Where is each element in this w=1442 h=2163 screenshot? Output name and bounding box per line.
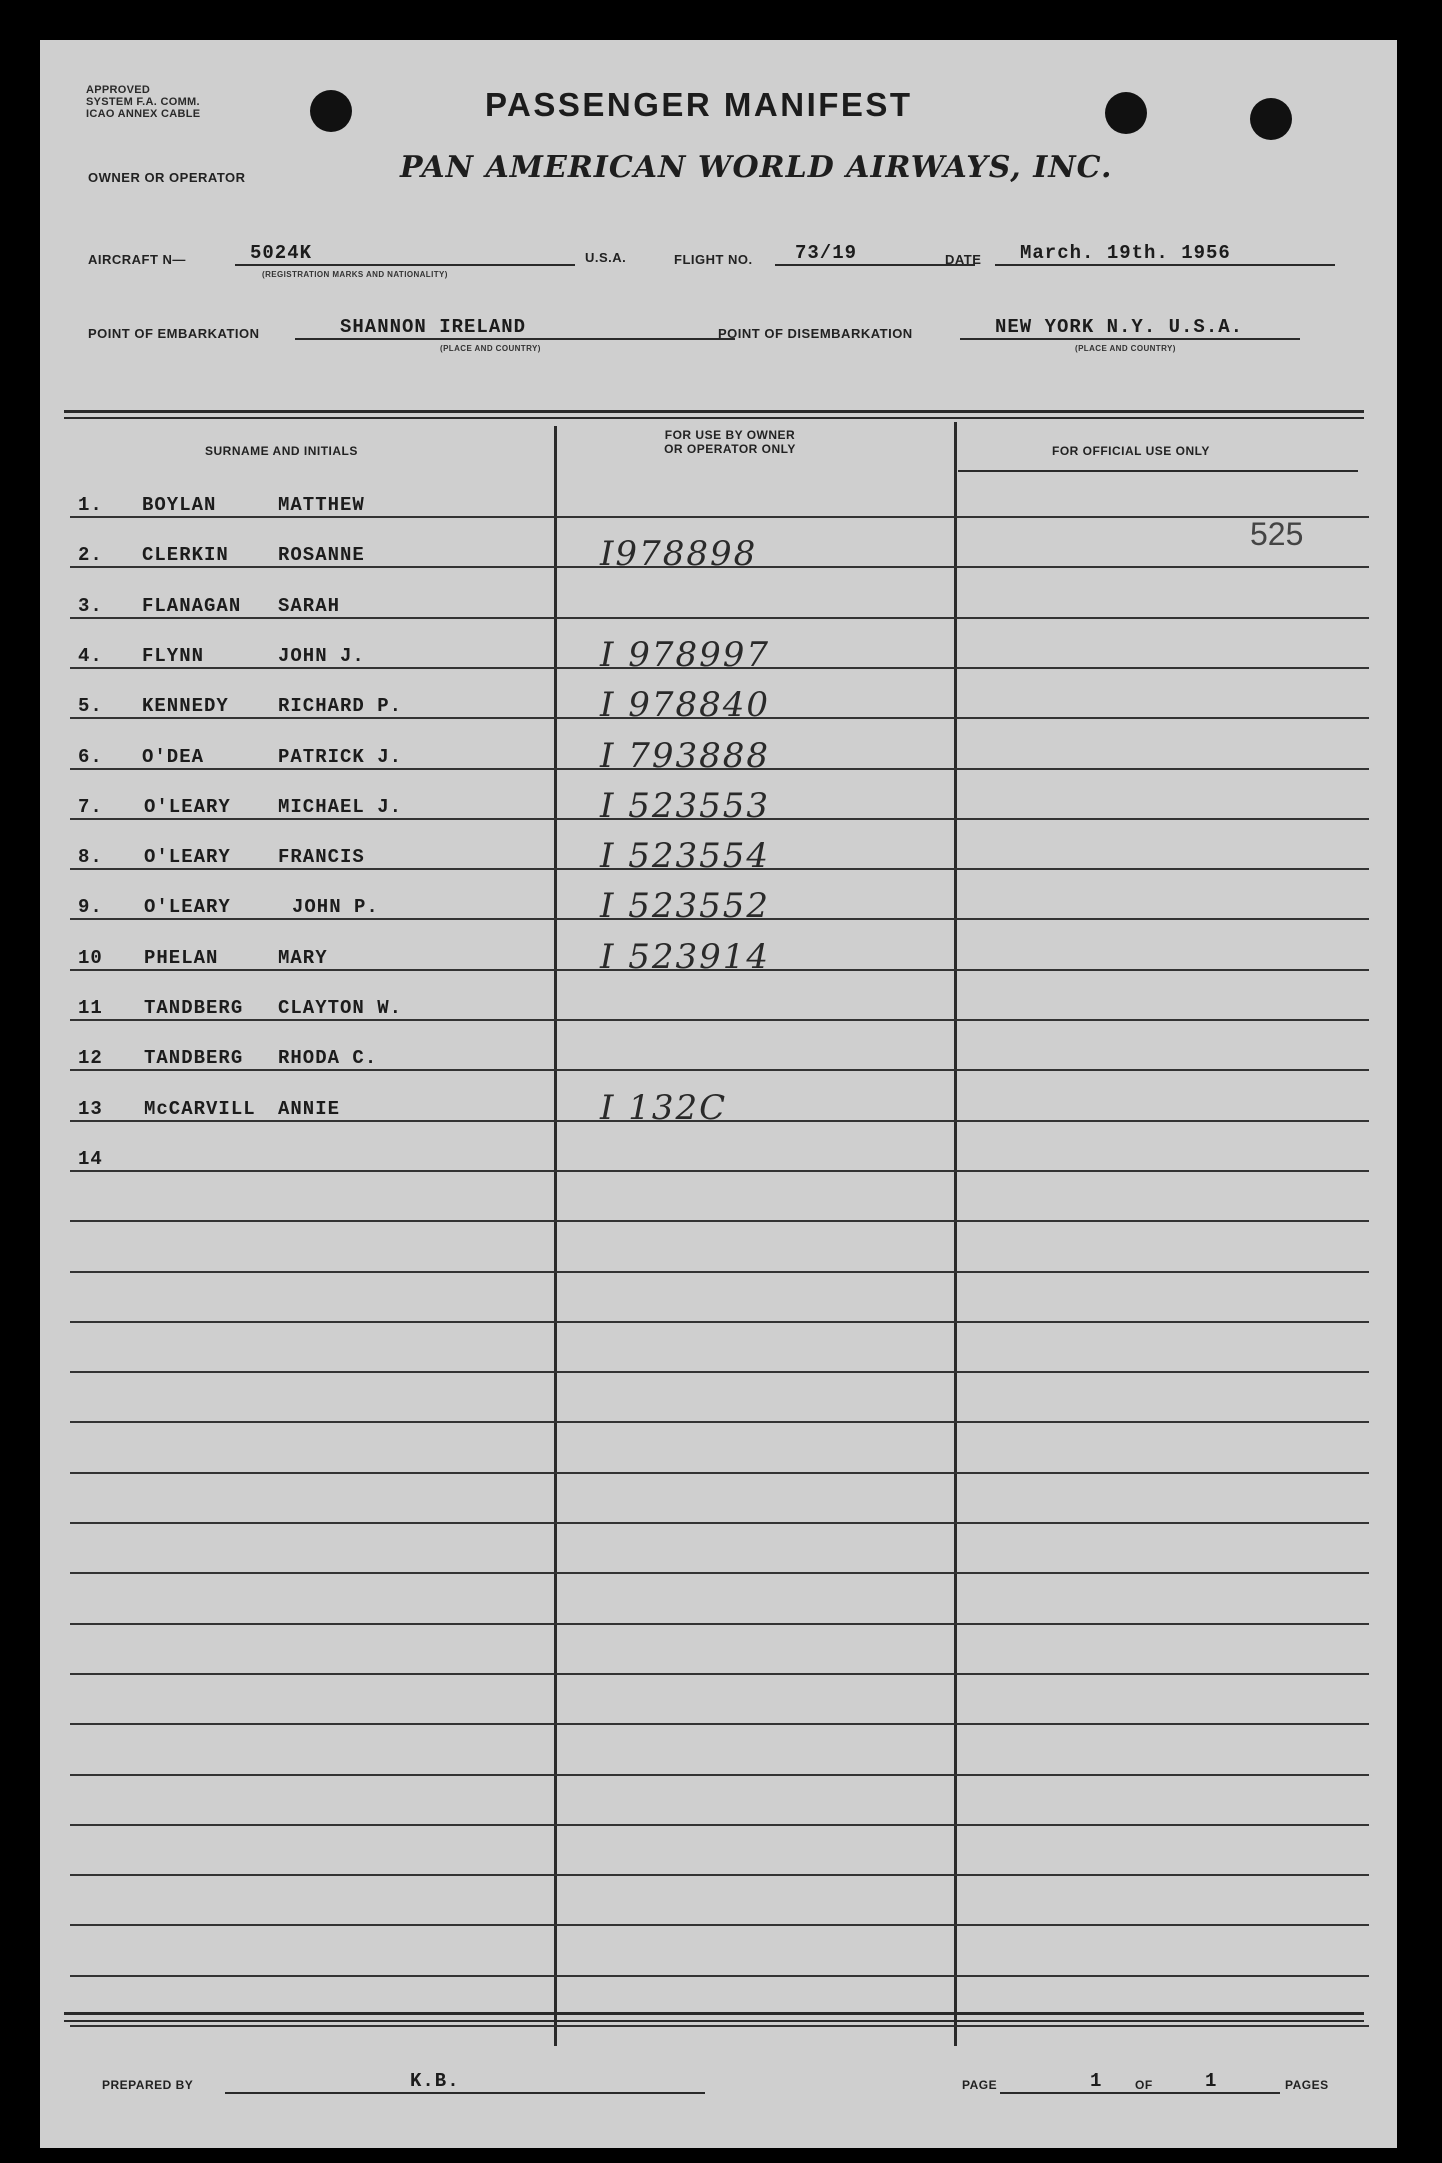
passenger-given-name: RHODA C. bbox=[278, 1047, 378, 1069]
row-rule bbox=[70, 1774, 1369, 1776]
column-header-operator bbox=[640, 428, 820, 456]
row-rule bbox=[70, 1220, 1369, 1222]
country-label: U.S.A. bbox=[585, 250, 627, 265]
passenger-given-name: JOHN J. bbox=[278, 645, 365, 667]
passenger-given-name: ROSANNE bbox=[278, 544, 365, 566]
aircraft-value: 5024K bbox=[250, 242, 313, 264]
passenger-row bbox=[40, 488, 1397, 528]
passenger-given-name: FRANCIS bbox=[278, 846, 365, 868]
disembarkation-value: NEW YORK N.Y. U.S.A. bbox=[995, 316, 1244, 338]
approval-line-2: SYSTEM F.A. COMM. bbox=[86, 96, 200, 108]
passenger-number: 10 bbox=[78, 947, 103, 969]
prepared-by-label: PREPARED BY bbox=[102, 2078, 194, 2092]
passenger-number: 2. bbox=[78, 544, 103, 566]
operator-ticket-number: I 523553 bbox=[600, 786, 771, 826]
flight-value: 73/19 bbox=[795, 242, 858, 264]
passenger-number: 7. bbox=[78, 796, 103, 818]
operator-header-line-1: FOR USE BY OWNER bbox=[664, 428, 796, 442]
row-rule bbox=[70, 1975, 1369, 1977]
passenger-given-name: MICHAEL J. bbox=[278, 796, 403, 818]
passenger-number: 1. bbox=[78, 494, 103, 516]
column-header-official: FOR OFFICIAL USE ONLY bbox=[1052, 444, 1210, 458]
passenger-number: 3. bbox=[78, 595, 103, 617]
passenger-surname: KENNEDY bbox=[142, 695, 229, 717]
passenger-row bbox=[40, 786, 1397, 830]
flight-label: FLIGHT NO. bbox=[674, 252, 753, 267]
passenger-given-name: MATTHEW bbox=[278, 494, 365, 516]
passenger-surname: CLERKIN bbox=[142, 544, 229, 566]
passenger-number: 6. bbox=[78, 746, 103, 768]
passenger-surname: O'LEARY bbox=[144, 796, 231, 818]
passenger-surname: BOYLAN bbox=[142, 494, 217, 516]
column-header-surname: SURNAME AND INITIALS bbox=[205, 444, 358, 458]
row-rule bbox=[70, 2025, 1369, 2027]
passenger-surname: TANDBERG bbox=[144, 997, 244, 1019]
passenger-row bbox=[40, 736, 1397, 780]
passenger-surname: O'LEARY bbox=[144, 846, 231, 868]
of-label: OF bbox=[1135, 2078, 1153, 2092]
operator-ticket-number: I 523554 bbox=[600, 836, 771, 876]
passenger-number: 14 bbox=[78, 1148, 103, 1170]
passenger-surname: O'DEA bbox=[142, 746, 205, 768]
page-value: 1 bbox=[1090, 2070, 1103, 2092]
passenger-row bbox=[40, 886, 1397, 930]
row-rule bbox=[70, 1371, 1369, 1373]
aircraft-label: AIRCRAFT N— bbox=[88, 252, 186, 267]
row-rule bbox=[70, 1924, 1369, 1926]
row-rule bbox=[70, 1572, 1369, 1574]
passenger-row bbox=[40, 589, 1397, 629]
operator-ticket-number: I 978840 bbox=[600, 685, 771, 725]
row-rule bbox=[70, 1673, 1369, 1675]
disembarkation-sublabel: (PLACE AND COUNTRY) bbox=[1075, 344, 1176, 353]
form-title: PASSENGER MANIFEST bbox=[485, 86, 913, 123]
passenger-number: 12 bbox=[78, 1047, 103, 1069]
passenger-surname: McCARVILL bbox=[144, 1098, 256, 1120]
page-label: PAGE bbox=[962, 2078, 998, 2092]
punch-hole bbox=[310, 90, 352, 132]
official-use-number: 525 bbox=[1250, 516, 1304, 552]
embarkation-label: POINT OF EMBARKATION bbox=[88, 326, 260, 341]
row-rule bbox=[70, 1321, 1369, 1323]
approval-line-1: APPROVED bbox=[86, 84, 151, 96]
operator-ticket-number: I 132C bbox=[600, 1088, 728, 1128]
passenger-number: 11 bbox=[78, 997, 103, 1019]
disembarkation-label: POINT OF DISEMBARKATION bbox=[718, 326, 913, 341]
operator-ticket-number: I978898 bbox=[600, 534, 758, 574]
passenger-surname: O'LEARY bbox=[144, 896, 231, 918]
approval-stamp bbox=[86, 84, 286, 120]
pages-label: PAGES bbox=[1285, 2078, 1329, 2092]
passenger-row bbox=[40, 1088, 1397, 1132]
passenger-given-name: ANNIE bbox=[278, 1098, 341, 1120]
passenger-given-name: PATRICK J. bbox=[278, 746, 403, 768]
passenger-surname: PHELAN bbox=[144, 947, 219, 969]
passenger-number: 13 bbox=[78, 1098, 103, 1120]
passenger-row bbox=[40, 685, 1397, 729]
row-rule bbox=[70, 1824, 1369, 1826]
passenger-row bbox=[40, 1142, 1397, 1182]
passenger-given-name: SARAH bbox=[278, 595, 341, 617]
date-value: March. 19th. 1956 bbox=[1020, 242, 1231, 264]
passenger-given-name: MARY bbox=[278, 947, 328, 969]
operator-ticket-number: I 523552 bbox=[600, 886, 771, 926]
passenger-given-name: JOHN P. bbox=[292, 896, 379, 918]
owner-name: PAN AMERICAN WORLD AIRWAYS, INC. bbox=[400, 150, 1113, 185]
passenger-number: 8. bbox=[78, 846, 103, 868]
owner-label: OWNER OR OPERATOR bbox=[88, 170, 246, 185]
row-rule bbox=[70, 1472, 1369, 1474]
approval-line-3: ICAO ANNEX CABLE bbox=[86, 108, 201, 120]
passenger-row bbox=[40, 635, 1397, 679]
passenger-surname: TANDBERG bbox=[144, 1047, 244, 1069]
page-total-value: 1 bbox=[1205, 2070, 1218, 2092]
operator-ticket-number: I 793888 bbox=[600, 736, 771, 776]
row-rule bbox=[70, 1723, 1369, 1725]
row-rule bbox=[70, 1874, 1369, 1876]
aircraft-sublabel: (REGISTRATION MARKS AND NATIONALITY) bbox=[262, 270, 448, 279]
row-rule bbox=[70, 1421, 1369, 1423]
passenger-row bbox=[40, 991, 1397, 1031]
row-rule bbox=[70, 1522, 1369, 1524]
passenger-number: 5. bbox=[78, 695, 103, 717]
punch-hole bbox=[1250, 98, 1292, 140]
row-rule bbox=[70, 1271, 1369, 1273]
passenger-given-name: RICHARD P. bbox=[278, 695, 403, 717]
operator-header-line-2: OR OPERATOR ONLY bbox=[664, 442, 796, 456]
passenger-row bbox=[40, 937, 1397, 981]
passenger-row bbox=[40, 1041, 1397, 1081]
punch-hole bbox=[1105, 92, 1147, 134]
passenger-given-name: CLAYTON W. bbox=[278, 997, 403, 1019]
operator-ticket-number: I 978997 bbox=[600, 635, 771, 675]
date-label: DATE bbox=[945, 252, 982, 267]
passenger-surname: FLANAGAN bbox=[142, 595, 242, 617]
passenger-number: 4. bbox=[78, 645, 103, 667]
prepared-by-value: K.B. bbox=[410, 2070, 460, 2092]
embarkation-sublabel: (PLACE AND COUNTRY) bbox=[440, 344, 541, 353]
passenger-row bbox=[40, 836, 1397, 880]
operator-ticket-number: I 523914 bbox=[600, 937, 771, 977]
embarkation-value: SHANNON IRELAND bbox=[340, 316, 527, 338]
passenger-surname: FLYNN bbox=[142, 645, 205, 667]
row-rule bbox=[70, 1623, 1369, 1625]
passenger-number: 9. bbox=[78, 896, 103, 918]
manifest-sheet bbox=[40, 40, 1397, 2148]
